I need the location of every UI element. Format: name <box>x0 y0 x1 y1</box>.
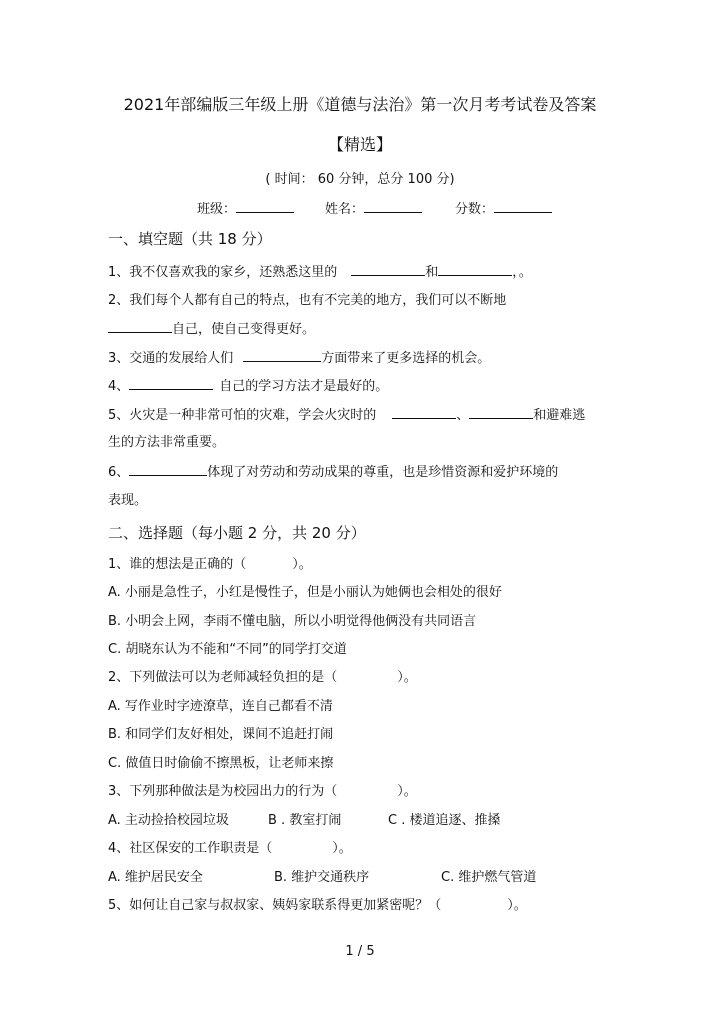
option-c[interactable]: C. 做值日时偷偷不擦黑板，让老师来擦 <box>108 756 334 771</box>
time-note: ( 时间： 60 分钟，总分 100 分) <box>265 172 455 187</box>
score-field <box>455 200 552 219</box>
choice-question-3: 3、下列那种做法是为校园出力的行为（ ）。 <box>108 784 417 799</box>
fill-question-6-cont: 表现。 <box>108 493 148 508</box>
class-blank[interactable] <box>236 200 294 213</box>
option-a[interactable]: A. 主动捡拾校园垃圾 <box>108 813 229 828</box>
option-a[interactable]: A. 维护居民安全 <box>108 870 203 885</box>
option-a[interactable]: A. 小丽是急性子，小红是慢性子，但是小丽认为她俩也会相处的很好 <box>108 585 502 600</box>
option-a[interactable]: A. 写作业时字迹潦草，连自己都看不清 <box>108 699 333 714</box>
choice-question-2: 2、下列做法可以为老师减轻负担的是（ ）。 <box>108 670 417 685</box>
option-b[interactable]: B. 维护交通秩序 <box>274 870 370 885</box>
section2-heading: 二、选择题（每小题 2 分，共 20 分） <box>108 524 366 542</box>
answer-blank[interactable] <box>243 349 321 362</box>
section1-heading: 一、填空题（共 18 分） <box>108 230 272 248</box>
answer-blank[interactable] <box>108 320 172 333</box>
fill-question-5: 5、火灾是一种非常可怕的灾难，学会火灾时的 、 和避难逃 <box>108 408 586 423</box>
choice-question-5: 5、如何让自己家与叔叔家、姨妈家联系得更加紧密呢？（ ）。 <box>108 898 527 913</box>
option-b[interactable]: B. 和同学们友好相处，课间不追赶打闹 <box>108 727 334 742</box>
choice-question-4: 4、社区保安的工作职责是（ ）。 <box>108 841 352 856</box>
page-subtitle: 【精选】 <box>327 135 392 154</box>
class-field <box>197 200 294 219</box>
fill-question-3: 3、交通的发展给人们 方面带来了更多选择的机会。 <box>108 351 491 366</box>
page-title: 2021年部编版三年级上册《道德与法治》第一次月考考试卷及答案 <box>123 95 597 114</box>
option-b[interactable]: B . 教室打闹 <box>268 813 342 828</box>
fill-question-6: 6、 体现了对劳动和劳动成果的尊重，也是珍惜资源和爱护环境的 <box>108 465 559 480</box>
answer-blank[interactable] <box>351 263 425 276</box>
class-label: 班级： <box>197 202 237 217</box>
option-c[interactable]: C. 胡晓东认为不能和“不同”的同学打交道 <box>108 642 347 657</box>
fill-question-1: 1、我不仅喜欢我的家乡，还熟悉这里的 和 ，。 <box>108 265 532 280</box>
option-c[interactable]: C . 楼道追逐、推搡 <box>388 813 501 828</box>
answer-blank[interactable] <box>469 406 533 419</box>
fill-question-4: 4、 自己的学习方法才是最好的。 <box>108 379 389 394</box>
name-field <box>325 200 422 219</box>
fill-question-5-cont: 生的方法非常重要。 <box>108 435 226 450</box>
fill-question-2: 2、我们每个人都有自己的特点，也有不完美的地方，我们可以不断地 <box>108 293 507 308</box>
score-label: 分数： <box>455 202 495 217</box>
name-label: 姓名： <box>325 202 365 217</box>
answer-blank[interactable] <box>392 406 456 419</box>
option-b[interactable]: B. 小明会上网，李雨不懂电脑，所以小明觉得他俩没有共同语言 <box>108 614 477 629</box>
name-blank[interactable] <box>364 200 422 213</box>
fill-question-2-cont: 自己，使自己变得更好。 <box>108 320 315 339</box>
answer-blank[interactable] <box>438 263 512 276</box>
page-number: 1 / 5 <box>345 944 375 959</box>
choice-question-1: 1、谁的想法是正确的（ ）。 <box>108 557 312 572</box>
option-c[interactable]: C. 维护燃气管道 <box>441 870 537 885</box>
answer-blank[interactable] <box>129 463 207 476</box>
score-blank[interactable] <box>494 200 552 213</box>
answer-blank[interactable] <box>129 377 213 390</box>
